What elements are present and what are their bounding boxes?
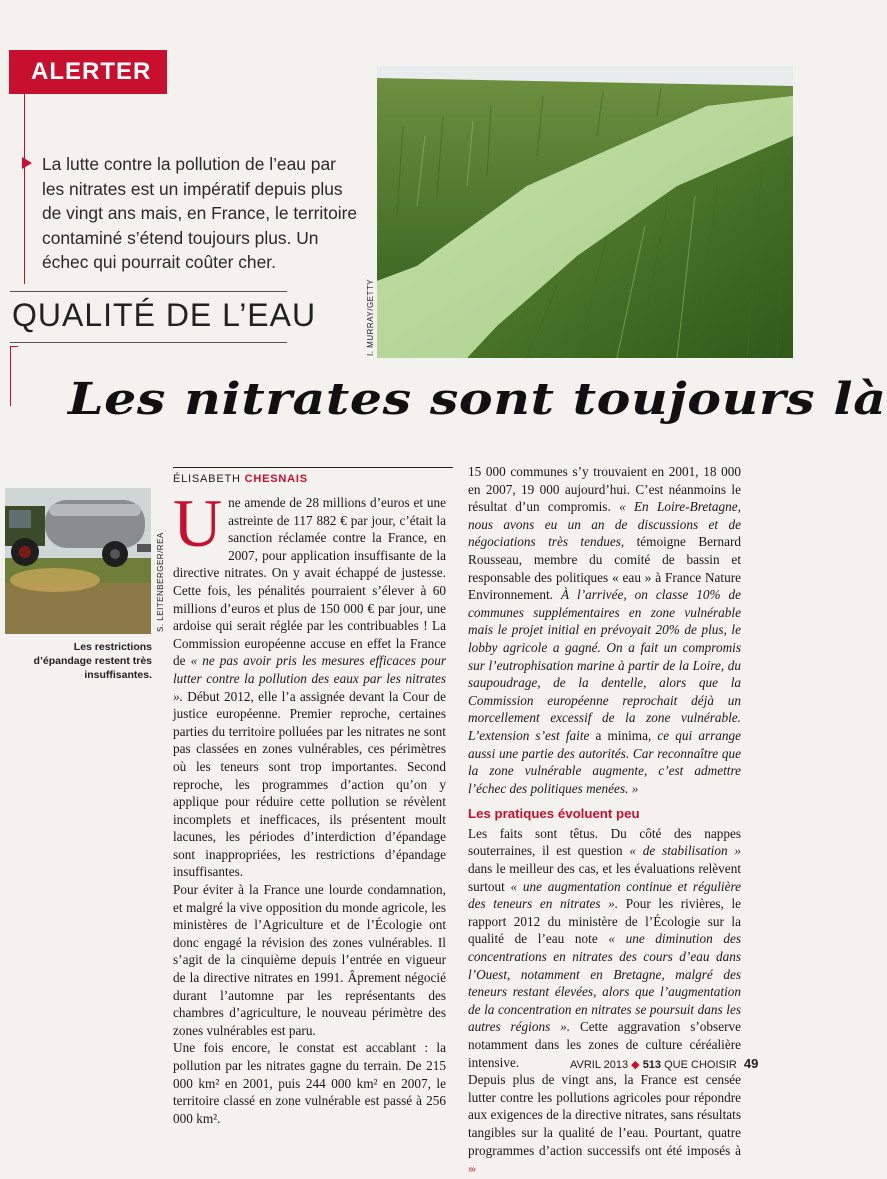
rubric-rule-bottom — [10, 342, 287, 343]
continue-arrows-icon: ››› — [468, 1164, 475, 1176]
photo-caption: Les restrictions d’épandage restent très insuffisantes. — [33, 641, 152, 681]
byline-last: CHESNAIS — [244, 473, 308, 485]
paragraph: Depuis plus de vingt ans, la France est censée lutter contre les pollutions agricoles pour répondre aux exigences de la directive nitrates, sans résultats tangibles sur la qualité de l’eau. Pourtant, quatre programmes d’action successifs ont été imposés à ››› — [468, 1072, 741, 1176]
headline-rule-h — [10, 346, 18, 347]
page-number: 49 — [743, 1056, 759, 1071]
footer-issue: 513 — [642, 1059, 662, 1071]
paragraph: Une amende de 28 millions d’euros et une astreinte de 117 882 € par jour, c’était la sanction réclamée contre la France, en 2007, pour application insuffisante de la directive nitrates. On y avait échappé de justesse. Cette fois, les pénalités pourraient s’élever à 60 millions d’euros et plus de 150 000 € par jour, une ardoise qui serait réglée par les contribuables ! La Commission européenne accuse en effet la France de « ne pas avoir pris les mesures efficaces pour lutter contre la pollution des eaux par les nitrates ». Début 2012, elle l’a assignée devant la Cour de justice européenne. Premier reproche, certaines parties du territoire polluées par les nitrates ne sont pas classées en zones vulnérables, ces périmètres où les teneurs sont trop importantes. Second reproche, les programmes d’action qu’on y applique pour réduire cette pollution se révèlent incomplets et inefficaces, ils présentent moult lacunes, les périodes d’interdiction d’épandage sont inappropriées, les restrictions d’épandage insuffisantes. — [173, 485, 447, 880]
section-badge — [9, 50, 167, 94]
diamond-icon: ◆ — [631, 1059, 640, 1071]
paragraph: Une fois encore, le constat est accablant : la pollution par les nitrates gagne du terrain. De 215 000 km² en 2001, puis 244 000 km² en 2007, le territoire classé en zone vulnérable est passé à 256 000 km². — [173, 1040, 446, 1126]
footer-date: AVRIL 2013 — [570, 1059, 629, 1071]
badge-rule — [24, 94, 25, 284]
subheading: Les pratiques évoluent peu — [468, 806, 640, 822]
headline: Les nitrates sont toujours là — [68, 374, 887, 425]
byline-first: ÉLISABETH — [173, 473, 241, 485]
photo-canal — [377, 66, 793, 358]
headline-rule — [10, 346, 11, 406]
byline-rule — [173, 467, 453, 468]
drop-cap: U — [173, 485, 223, 561]
photo-main-credit: I. MURRAY/GETTY — [366, 278, 375, 356]
paragraph: 15 000 communes s’y trouvaient en 2001, 18 000 en 2007, 19 000 aujourd’hui. C’est néanmoins le résultat d’un compromis. « En Loire-Bretagne, nous avons eu un an de discussions et de négociations très tendues, témoigne Bernard Rousseau, membre du comité de bassin et responsable des politiques « eau » à France Nature Environnement. À l’arrivée, on classe 10% de communes supplémentaires en zone vulnérable mais le projet initial en prévoyait 20% de plus, le lobby agricole a gagné. On a fait un compromis sur l’eutrophisation marine à partir de la Loire, du saupoudrage, de la dentelle, alors que la Commission européenne reprochait déjà un morcellement excessif de la zone vulnérable. L’extension s’est faite a minima, ce qui arrange aussi une partie des autorités. Car reconnaître que la zone vulnérable augmente, c’est admettre l’échec des politiques menées. » — [468, 464, 742, 796]
chapeau-text: La lutte contre la pollution de l’eau par les nitrates est un impératif depuis plus de vingt ans mais, en France, le territoire contaminé s’étend toujours plus. Un échec qui pourrait coûter cher. — [42, 154, 358, 272]
article-column-2 — [468, 463, 741, 1179]
article-column-1 — [173, 485, 447, 1127]
rubric-title: QUALITÉ DE L’EAU — [12, 297, 317, 333]
byline — [173, 473, 308, 485]
tractor-illustration — [5, 488, 151, 634]
canal-illustration — [377, 66, 793, 358]
section-badge-label: ALERTER — [31, 58, 152, 85]
paragraph: Pour éviter à la France une lourde condamnation, et malgré la vive opposition du monde agricole, les ministères de l’Agriculture et de l’Écologie ont donc engagé la révision des zones vulnérables. Il s’agit de la cinquième depuis l’entrée en vigueur de la directive nitrates en 1991. Âprement négocié durant l’automne par les représentants des chambres d’agriculture, le nouveau périmètre des zones vulnérables est paru. — [173, 882, 446, 1038]
footer-magazine: QUE CHOISIR — [664, 1059, 737, 1071]
chapeau-arrow-icon — [22, 157, 32, 169]
photo-tractor — [5, 488, 151, 634]
paragraph: Les faits sont têtus. Du côté des nappes souterraines, il est question « de stabilisation » dans le meilleur des cas, et les évaluations relèvent surtout « une augmentation continue et régulière des teneurs en nitrates ». Pour les rivières, le rapport 2012 du ministère de l’Écologie sur la qualité de l’eau note « une diminution des concentrations en nitrates des cours d’eau dans l’Ouest, notamment en Bretagne, malgré des teneurs restant élevées, alors que l’augmentation de la concentration en nitrates se poursuit dans les autres régions ». Cette aggravation s’observe notamment dans les zones de culture céréalière intensive. — [468, 825, 742, 1070]
page-footer — [570, 1056, 758, 1071]
rubric-rule-top — [10, 291, 287, 292]
photo-small-credit: S. LEITENBERGER/REA — [156, 532, 165, 632]
